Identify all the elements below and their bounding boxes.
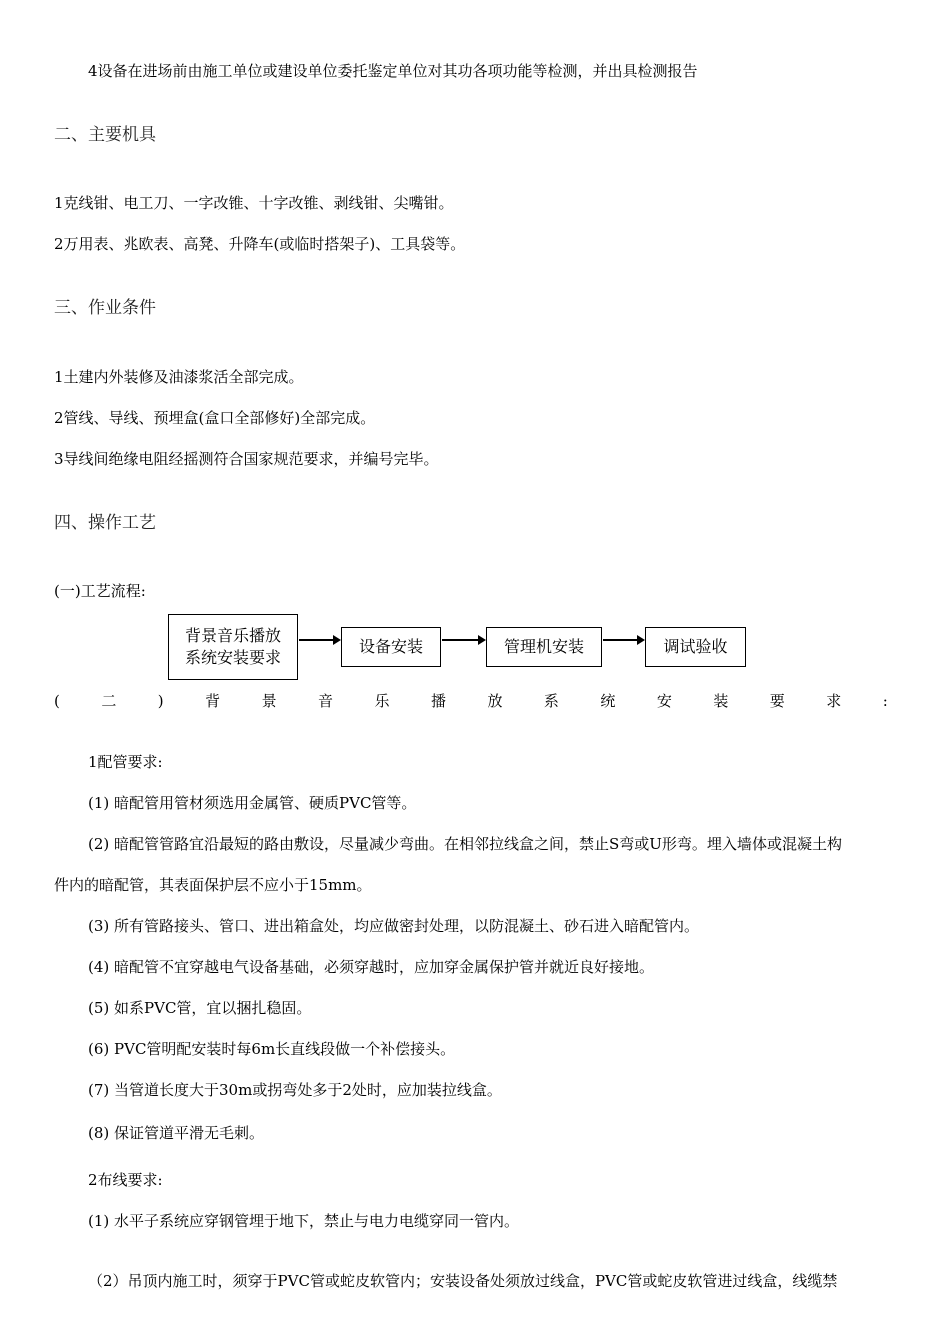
- wiring-item-1: (1) 水平子系统应穿钢管埋于地下，禁止与电力电缆穿同一管内。: [88, 1212, 520, 1230]
- section-two-char: 音: [318, 692, 334, 710]
- section-two-char: 播: [430, 692, 446, 710]
- flow-step-debug-acceptance: [645, 627, 746, 667]
- flow-step-1-line2: 系统安装要求: [184, 648, 281, 667]
- conduit-item-2: (2) 暗配管管路宜沿最短的路由敷设，尽量减少弯曲。在相邻拉线盒之间，禁止S弯或U形弯。埋入墙体或混凝土构: [88, 835, 842, 853]
- tools-item-1: 1克线钳、电工刀、一字改锥、十字改锥、剥线钳、尖嘴钳。: [54, 194, 454, 212]
- conduit-item-1: (1) 暗配管用管材须选用金属管、硬质PVC管等。: [88, 794, 417, 812]
- wiring-item-2: （2）吊顶内施工时，须穿于PVC管或蛇皮软管内；安装设备处须放过线盒，PVC管或蛇皮软管进过线盒，线缆禁: [88, 1272, 838, 1290]
- flow-step-device-install: [341, 627, 441, 667]
- heading-process: 四、操作工艺: [54, 513, 156, 533]
- device-inspection-paragraph: 4设备在进场前由施工单位或建设单位委托鉴定单位对其功各项功能等检测，并出具检测报告: [88, 62, 698, 80]
- section-two-char: 背: [205, 692, 221, 710]
- section-two-char: :: [882, 692, 888, 710]
- flow-arrow-3: [603, 639, 643, 641]
- flow-title: (一)工艺流程:: [54, 582, 146, 600]
- section-two-char: 求: [826, 692, 842, 710]
- flow-step-2-label: 设备安装: [358, 637, 423, 656]
- flow-step-1-line1: 背景音乐播放: [184, 626, 281, 645]
- section-two-char: 系: [543, 692, 559, 710]
- section-two-heading: [54, 691, 888, 711]
- section-two-char: 统: [600, 692, 616, 710]
- section-two-char: 安: [656, 692, 672, 710]
- conduit-title: 1配管要求:: [88, 753, 163, 771]
- conduit-item-2-continued: 件内的暗配管，其表面保护层不应小于15mm。: [54, 876, 372, 894]
- conduit-item-6: (6) PVC管明配安装时每6m长直线段做一个补偿接头。: [88, 1040, 456, 1058]
- flow-arrow-1: [299, 639, 339, 641]
- flow-arrow-2: [442, 639, 484, 641]
- section-two-char: 乐: [374, 692, 390, 710]
- conduit-item-7: (7) 当管道长度大于30m或拐弯处多于2处时，应加装拉线盒。: [88, 1081, 502, 1099]
- flow-step-4-label: 调试验收: [663, 637, 728, 656]
- conduit-item-5: (5) 如系PVC管，宜以捆扎稳固。: [88, 999, 312, 1017]
- conditions-item-3: 3导线间绝缘电阻经摇测符合国家规范要求，并编号完毕。: [54, 450, 439, 468]
- heading-main-tools: 二、主要机具: [54, 125, 156, 145]
- heading-work-conditions: 三、作业条件: [54, 298, 156, 318]
- wiring-title: 2布线要求:: [88, 1171, 163, 1189]
- section-two-char: 装: [713, 692, 729, 710]
- conduit-item-4: (4) 暗配管不宜穿越电气设备基础，必须穿越时，应加穿金属保护管并就近良好接地。: [88, 958, 655, 976]
- conduit-item-3: (3) 所有管路接头、管口、进出箱盒处，均应做密封处理，以防混凝土、砂石进入暗配管内。: [88, 917, 700, 935]
- section-two-char: 二: [101, 692, 117, 710]
- flow-step-3-label: 管理机安装: [503, 637, 584, 656]
- flow-step-manager-install: [486, 627, 602, 667]
- tools-item-2: 2万用表、兆欧表、高凳、升降车(或临时搭架子)、工具袋等。: [54, 235, 466, 253]
- conditions-item-2: 2管线、导线、预埋盒(盒口全部修好)全部完成。: [54, 409, 376, 427]
- section-two-char: 景: [261, 692, 277, 710]
- section-two-char: 放: [487, 692, 503, 710]
- conditions-item-1: 1土建内外装修及油漆浆活全部完成。: [54, 368, 304, 386]
- flow-step-system-requirements: [168, 614, 298, 680]
- section-two-char: ): [157, 692, 164, 710]
- section-two-char: (: [54, 692, 60, 710]
- section-two-char: 要: [769, 692, 785, 710]
- conduit-item-8: (8) 保证管道平滑无毛刺。: [88, 1124, 265, 1142]
